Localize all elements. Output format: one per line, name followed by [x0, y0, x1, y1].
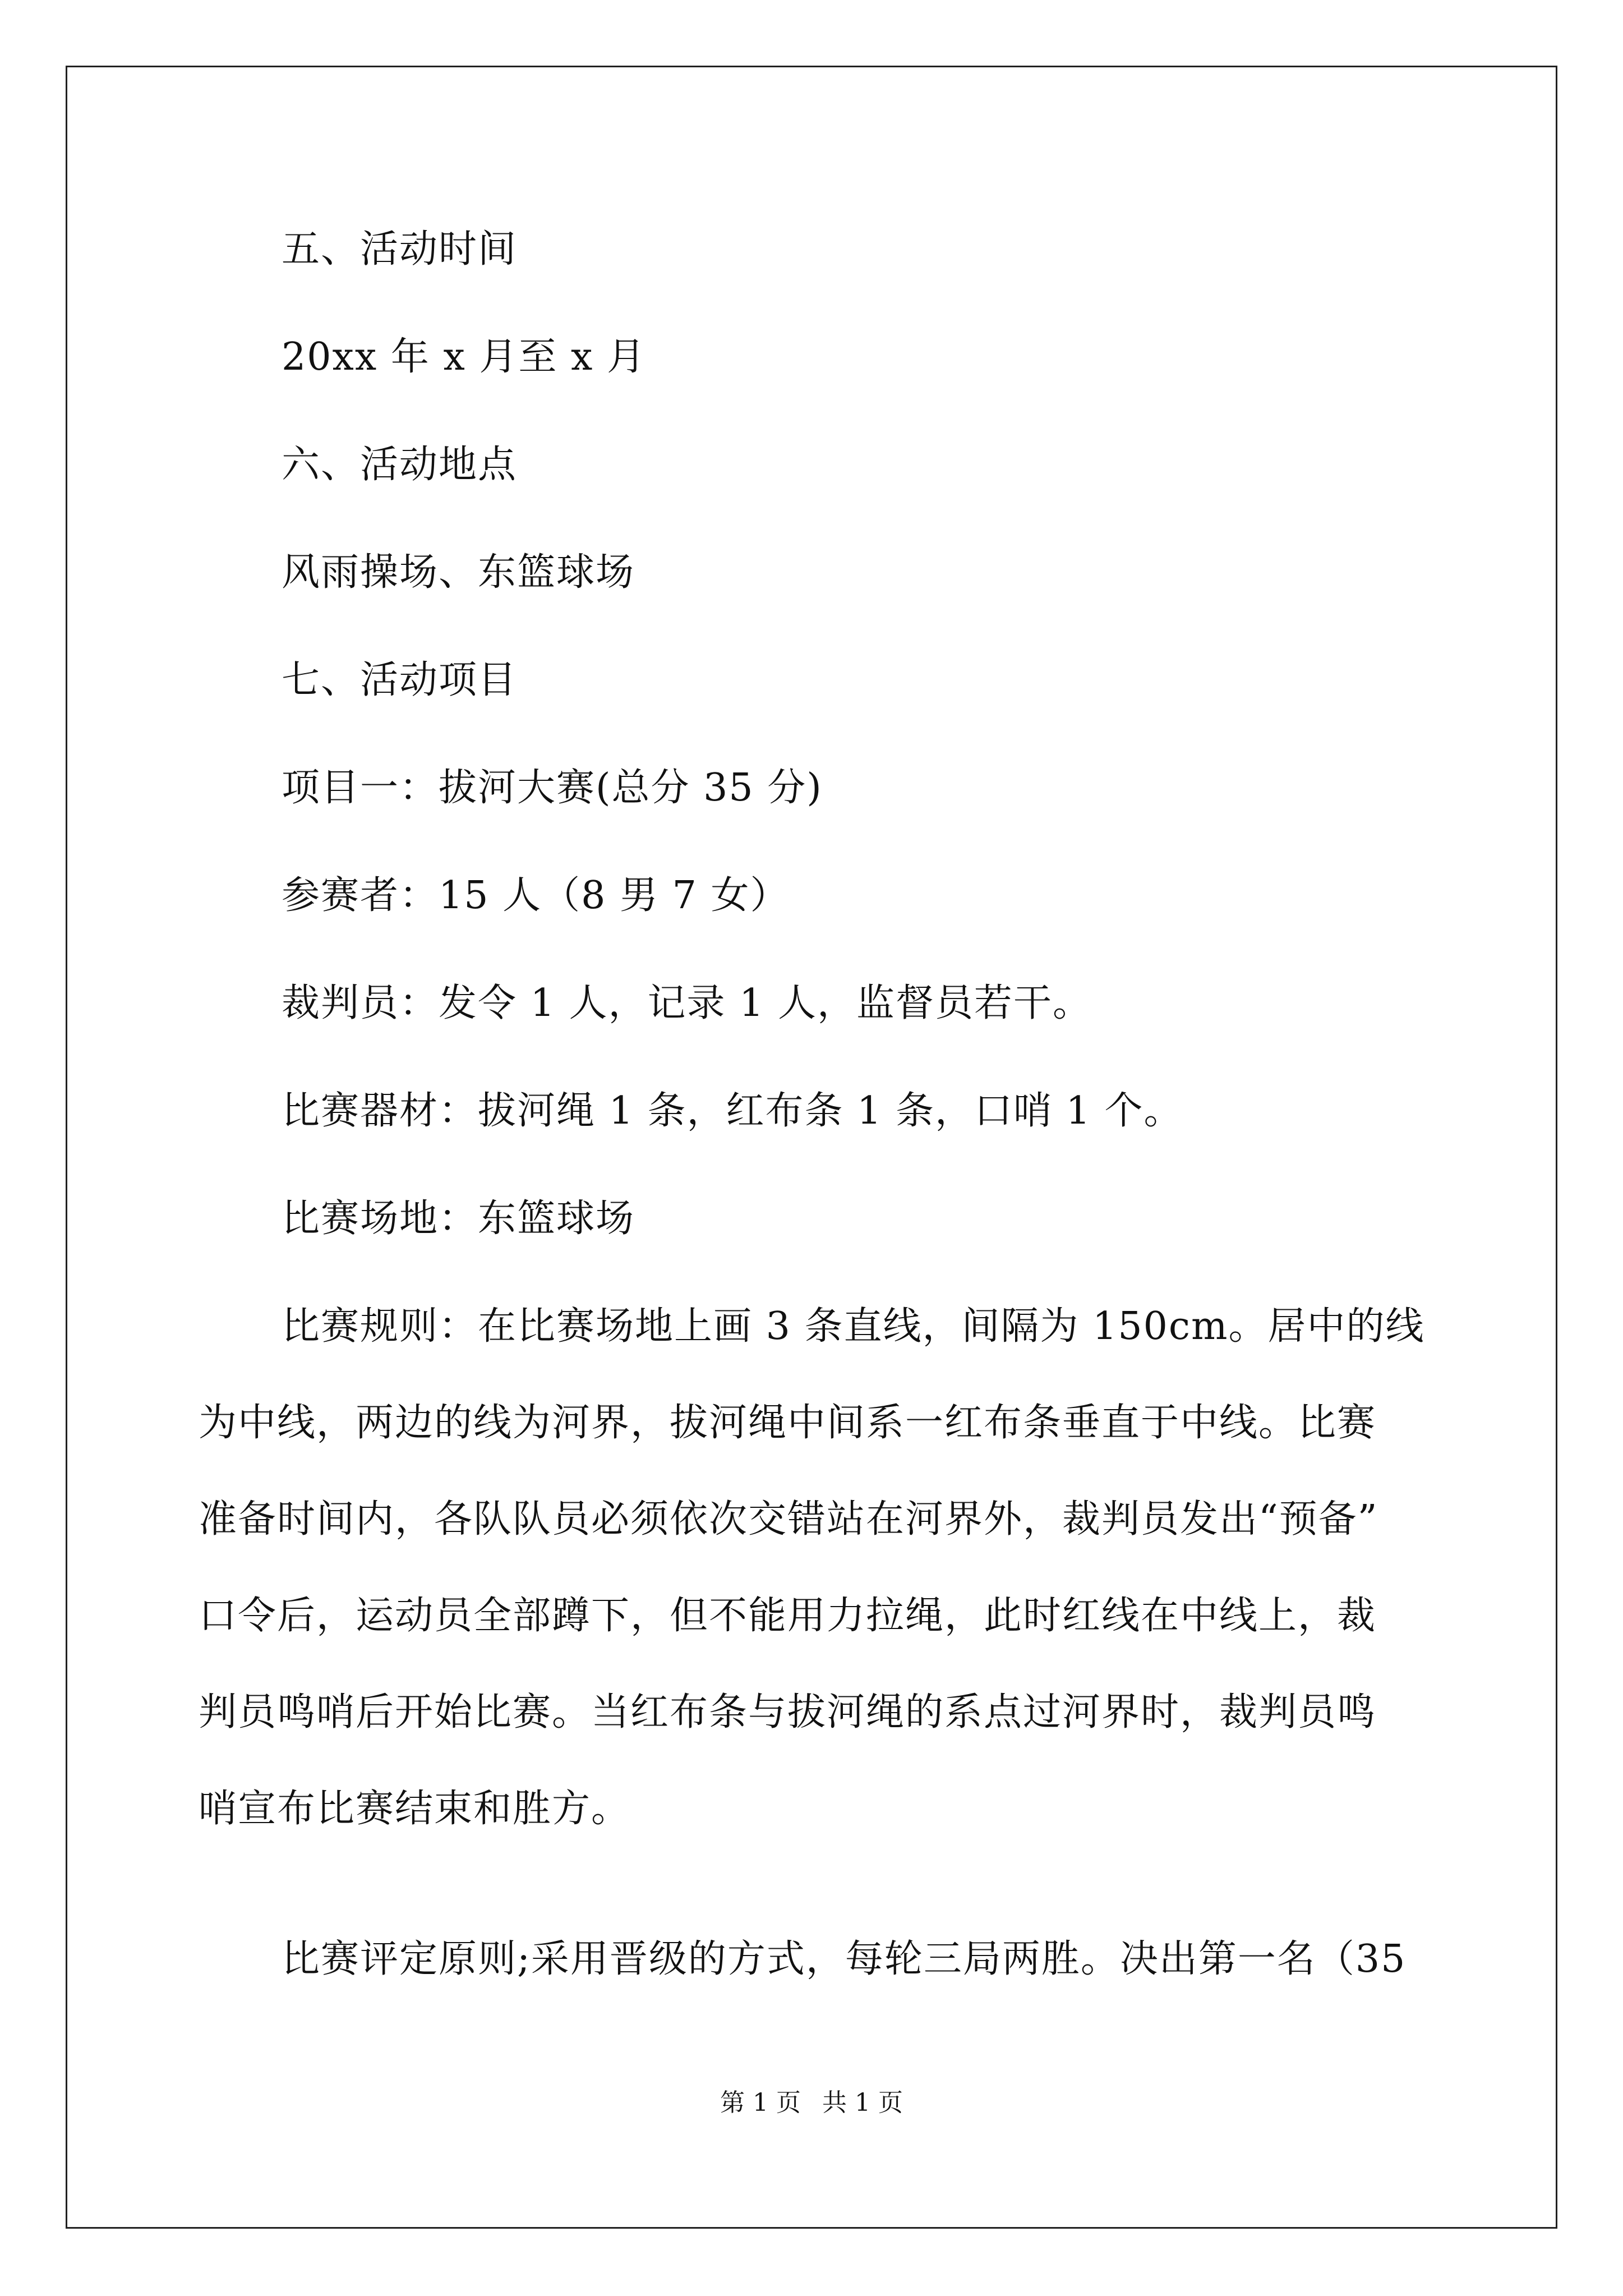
rules-paragraph-line: 准备时间内，各队队员必须依次交错站在河界外，裁判员发出“预备”: [199, 1497, 1378, 1542]
page-footer: [0, 2088, 1623, 2118]
rules-paragraph-line: 比赛规则：在比赛场地上画 3 条直线，间隔为 150cm。居中的线: [282, 1304, 1425, 1349]
rules-paragraph-line: 哨宣布比赛结束和胜方。: [199, 1787, 631, 1831]
evaluation-line: 比赛评定原则;采用晋级的方式，每轮三局两胜。决出第一名（35: [282, 1937, 1407, 1981]
page-border: [66, 66, 1557, 2229]
time-value: 20xx 年 x 月至 x 月: [282, 335, 647, 379]
participants-line: 参赛者：15 人（8 男 7 女）: [282, 873, 790, 918]
rules-paragraph-line: 为中线，两边的线为河界，拔河绳中间系一红布条垂直于中线。比赛: [199, 1401, 1377, 1445]
referees-line: 裁判员：发令 1 人，记录 1 人，监督员若干。: [282, 981, 1092, 1025]
rules-paragraph-line: 判员鸣哨后开始比赛。当红布条与拔河绳的系点过河界时，裁判员鸣: [199, 1690, 1377, 1734]
page-total: 共 1 页: [822, 2088, 903, 2117]
venue-line: 比赛场地：东篮球场: [282, 1197, 635, 1241]
section-heading-location: 六、活动地点: [282, 443, 518, 487]
equipment-line: 比赛器材：拔河绳 1 条，红布条 1 条，口哨 1 个。: [282, 1089, 1183, 1133]
page-number: 第 1 页: [720, 2088, 801, 2117]
section-heading-time: 五、活动时间: [282, 227, 518, 272]
item-one-title: 项目一：拔河大赛(总分 35 分): [282, 766, 823, 810]
rules-paragraph-line: 口令后，运动员全部蹲下，但不能用力拉绳，此时红线在中线上，裁: [199, 1594, 1377, 1638]
section-heading-items: 七、活动项目: [282, 658, 518, 702]
location-value: 风雨操场、东篮球场: [282, 550, 635, 595]
